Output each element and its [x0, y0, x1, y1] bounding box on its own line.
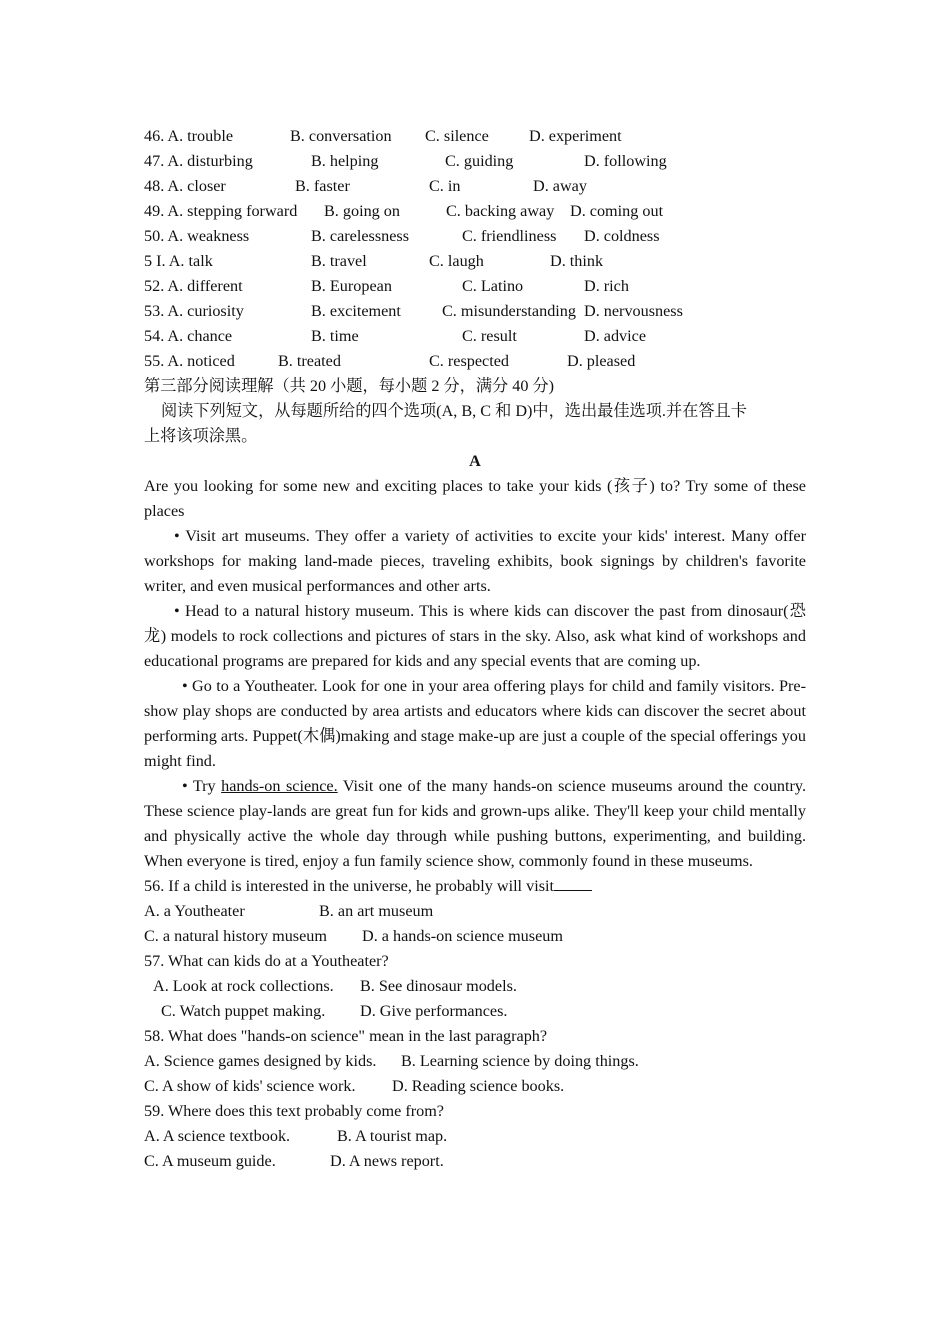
option-b: B. treated: [278, 352, 341, 370]
option-b: B. faster: [295, 177, 350, 195]
question-56: [144, 874, 806, 899]
option-c: C. in: [429, 177, 461, 195]
option-c: C. Latino: [462, 277, 524, 295]
option-a: 47. A. disturbing: [144, 152, 253, 170]
option-a: A. Look at rock collections.: [153, 977, 334, 995]
option-a: 48. A. closer: [144, 177, 226, 195]
option-d: D. coming out: [570, 202, 664, 220]
question-58: [144, 1024, 806, 1049]
option-d: D. a hands-on science museum: [362, 927, 563, 945]
option-c: C. A show of kids' science work.: [144, 1077, 356, 1095]
option-d: D. coldness: [584, 227, 660, 245]
option-row-51: [144, 249, 806, 274]
option-c: C. respected: [429, 352, 510, 370]
option-a: 53. A. curiosity: [144, 302, 244, 320]
option-row-50: [144, 224, 806, 249]
option-row-46: [144, 124, 806, 149]
question-57-options-1: [144, 974, 806, 999]
option-d: D. advice: [584, 327, 647, 345]
option-a: 55. A. noticed: [144, 352, 235, 370]
option-d: D. Reading science books.: [392, 1077, 565, 1095]
option-c: C. backing away: [446, 202, 555, 220]
bullet-4-prefix: • Try: [182, 777, 222, 795]
question-59-text: 59. Where does this text probably come from?: [144, 1102, 444, 1120]
question-56-text: 56. If a child is interested in the universe, he probably will visit: [144, 877, 554, 895]
option-c: C. Watch puppet making.: [161, 1002, 326, 1020]
option-c: C. guiding: [445, 152, 514, 170]
option-a: 52. A. different: [144, 277, 243, 295]
option-b: B. helping: [311, 152, 379, 170]
option-c: C. friendliness: [462, 227, 557, 245]
exam-page: [144, 124, 806, 1174]
option-b: B. carelessness: [311, 227, 409, 245]
option-b: B. Learning science by doing things.: [401, 1052, 639, 1070]
option-row-55: [144, 349, 806, 374]
option-row-53: [144, 299, 806, 324]
option-b: B. A tourist map.: [337, 1127, 448, 1145]
option-b: B. European: [311, 277, 392, 295]
option-a: 54. A. chance: [144, 327, 233, 345]
option-row-47: [144, 149, 806, 174]
option-b: B. excitement: [311, 302, 401, 320]
option-c: C. laugh: [429, 252, 484, 270]
section-instruction-cont: [144, 424, 806, 449]
answer-blank: [554, 876, 592, 891]
question-59: [144, 1099, 806, 1124]
question-57: [144, 949, 806, 974]
instruction-text-1: 阅读下列短文，从每题所给的四个选项(A, B, C 和 D)中，选出最佳选项.并在答且卡: [161, 402, 747, 420]
option-b: B. conversation: [290, 127, 392, 145]
option-c: C. a natural history museum: [144, 927, 327, 945]
instruction-text-2: 上将该项涂黑。: [144, 427, 258, 445]
section-heading: [144, 374, 806, 399]
option-b: B. going on: [324, 202, 400, 220]
passage-bullet-natural-history: • Head to a natural history museum. This is where kids can discover the past from dinosaur(恐龙) models to rock collections and pictures of stars in the sky. Also, ask what kind of workshops and educational programs are prepared for kids and any special events that are coming up.: [144, 602, 806, 670]
bullet-4-body: Visit one of the many hands-on science museums around the country. These science play-lands are great fun for kids and grown-ups alike. They'll keep your child mentally and physically active the whole day through while pushing buttons, experimenting, and building. When everyone is tired, enjoy a fun family science show, commonly found in these museums.: [144, 777, 806, 870]
option-a: A. a Youtheater: [144, 902, 245, 920]
option-row-49: [144, 199, 806, 224]
option-row-54: [144, 324, 806, 349]
question-59-options-2: [144, 1149, 806, 1174]
option-c: C. silence: [425, 127, 489, 145]
question-58-text: 58. What does "hands-on science" mean in the last paragraph?: [144, 1027, 548, 1045]
option-b: B. See dinosaur models.: [360, 977, 517, 995]
passage-bullet-youtheater: • Go to a Youtheater. Look for one in your area offering plays for child and family visitors. Pre-show play shops are conducted by area artists and educators where kids can discover the secret about performing arts. Puppet(木偶)making and stage make-up are just a couple of the special offerings you might find.: [144, 677, 806, 770]
question-59-options-1: [144, 1124, 806, 1149]
option-d: D. Give performances.: [360, 1002, 508, 1020]
option-d: D. think: [550, 252, 604, 270]
option-d: D. nervousness: [584, 302, 683, 320]
option-c: C. result: [462, 327, 517, 345]
section-heading-text: 第三部分阅读理解（共 20 小题，每小题 2 分，满分 40 分): [144, 377, 555, 395]
option-d: D. pleased: [567, 352, 636, 370]
passage-label: A: [469, 452, 481, 470]
option-b: B. an art museum: [319, 902, 434, 920]
option-b: B. travel: [311, 252, 367, 270]
option-row-48: [144, 174, 806, 199]
option-d: D. away: [533, 177, 587, 195]
option-c: C. A museum guide.: [144, 1152, 276, 1170]
section-instruction: [144, 399, 806, 424]
question-57-text: 57. What can kids do at a Youtheater?: [144, 952, 389, 970]
passage-intro: Are you looking for some new and exciting places to take your kids (孩子) to? Try some of these places: [144, 477, 806, 520]
question-58-options-1: [144, 1049, 806, 1074]
hands-on-science-underlined: hands-on science.: [221, 777, 338, 795]
option-row-52: [144, 274, 806, 299]
passage-bullet-hands-on-science: [144, 774, 806, 874]
passage-bullet-art-museums: • Visit art museums. They offer a variety of activities to excite your kids' interest. Many offer workshops for making land-made pieces, traveling exhibits, book signings by children's favorite writer, and even musical performances and other arts.: [144, 527, 806, 595]
option-d: D. experiment: [529, 127, 622, 145]
option-a: A. A science textbook.: [144, 1127, 291, 1145]
question-56-stem: [144, 874, 592, 899]
option-d: D. rich: [584, 277, 629, 295]
question-58-options-2: [144, 1074, 806, 1099]
question-56-options-1: [144, 899, 806, 924]
question-56-options-2: [144, 924, 806, 949]
question-57-options-2: [144, 999, 806, 1024]
option-d: D. A news report.: [330, 1152, 444, 1170]
option-b: B. time: [311, 327, 359, 345]
option-a: 49. A. stepping forward: [144, 202, 298, 220]
option-a: A. Science games designed by kids.: [144, 1052, 377, 1070]
option-a: 5 I. A. talk: [144, 252, 213, 270]
option-c: C. misunderstanding: [442, 302, 576, 320]
option-a: 46. A. trouble: [144, 127, 234, 145]
option-a: 50. A. weakness: [144, 227, 250, 245]
option-d: D. following: [584, 152, 667, 170]
